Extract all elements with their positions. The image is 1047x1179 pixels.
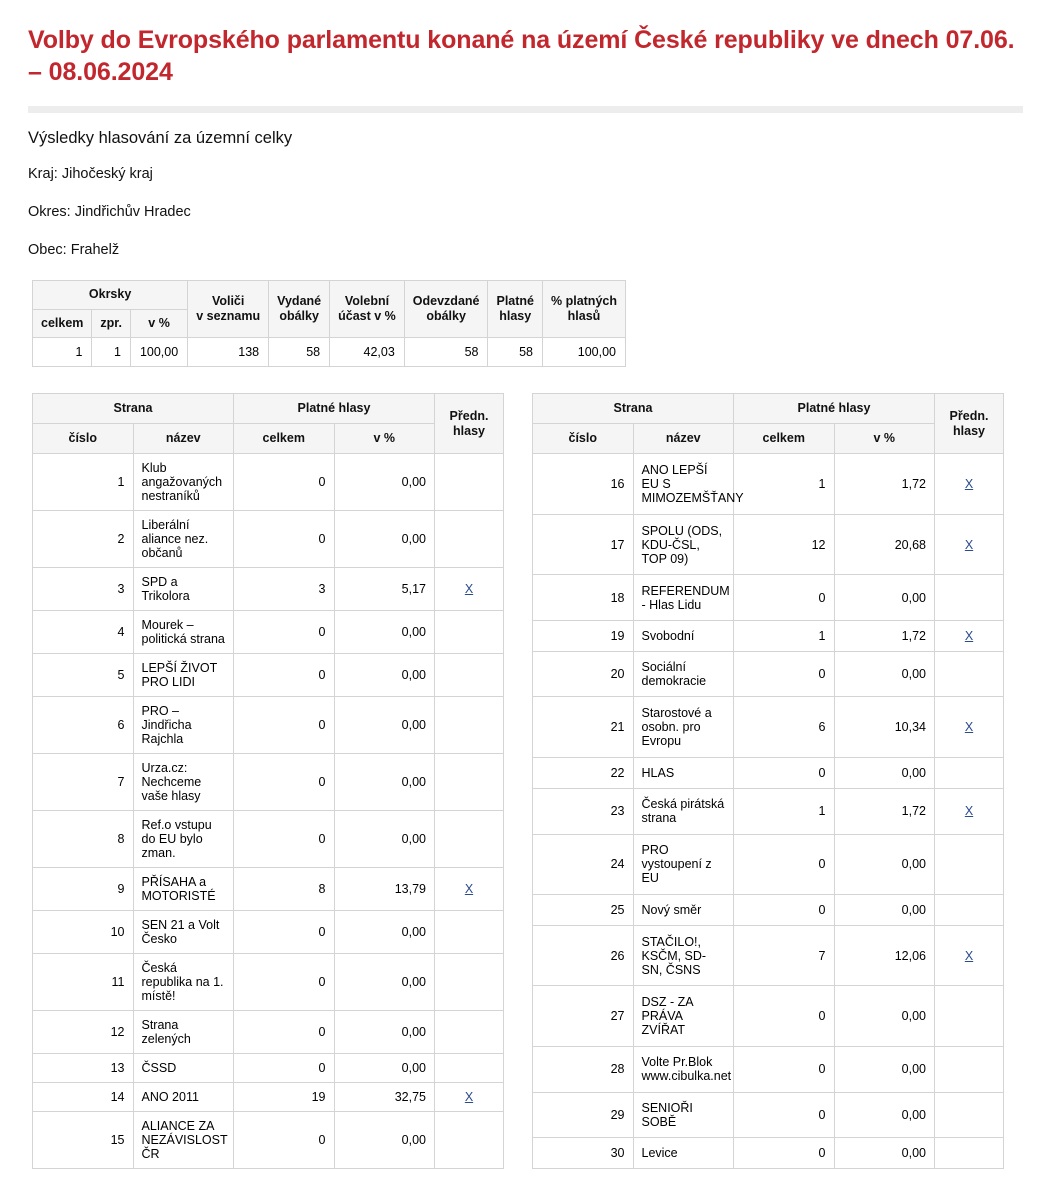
title-divider xyxy=(28,106,1023,113)
party-number: 4 xyxy=(33,611,134,654)
party-name: Liberální aliance nez. občanů xyxy=(133,511,234,568)
party-number: 8 xyxy=(33,811,134,868)
table-row xyxy=(533,621,1004,652)
party-number: 24 xyxy=(533,834,634,895)
party-name: Strana zelených xyxy=(133,1011,234,1054)
table-row xyxy=(33,697,504,754)
party-preferential-cell xyxy=(435,654,504,697)
party-header-strana: Strana xyxy=(33,394,234,424)
table-row xyxy=(533,895,1004,926)
summary-header-turnout xyxy=(330,281,405,338)
party-votes-pct: 0,00 xyxy=(334,611,435,654)
party-votes-pct: 0,00 xyxy=(834,1092,935,1138)
party-preferential-cell xyxy=(935,925,1004,986)
party-votes-total: 0 xyxy=(234,811,335,868)
party-number: 16 xyxy=(533,454,634,515)
summary-districts-total: 1 xyxy=(33,338,92,367)
party-header-pct: v % xyxy=(834,424,935,454)
summary-header-row-1 xyxy=(33,281,626,310)
party-number: 20 xyxy=(533,651,634,697)
party-number: 9 xyxy=(33,868,134,911)
party-votes-total: 0 xyxy=(734,575,835,621)
party-number: 29 xyxy=(533,1092,634,1138)
party-votes-pct: 0,00 xyxy=(334,1054,435,1083)
table-row xyxy=(33,754,504,811)
municipality-label: Obec: Frahelž xyxy=(28,242,120,258)
party-number: 10 xyxy=(33,911,134,954)
table-row xyxy=(533,788,1004,834)
party-name: STAČILO!, KSČM, SD-SN, ČSNS xyxy=(633,925,734,986)
party-number: 14 xyxy=(33,1083,134,1112)
table-row xyxy=(533,575,1004,621)
party-name: Levice xyxy=(633,1138,734,1169)
party-header-preferential-line1: Předn. xyxy=(949,408,989,423)
party-votes-total: 0 xyxy=(734,895,835,926)
party-name: SENIOŘI SOBĚ xyxy=(633,1092,734,1138)
party-name: Česká pirátská strana xyxy=(633,788,734,834)
party-votes-total: 7 xyxy=(734,925,835,986)
party-preferential-cell xyxy=(435,811,504,868)
party-number: 23 xyxy=(533,788,634,834)
party-header-valid-votes: Platné hlasy xyxy=(734,394,935,424)
party-number: 17 xyxy=(533,514,634,575)
summary-header-districts-processed: zpr. xyxy=(92,309,131,338)
party-number: 2 xyxy=(33,511,134,568)
party-votes-pct: 5,17 xyxy=(334,568,435,611)
party-preferential-cell xyxy=(935,514,1004,575)
party-preferential-cell xyxy=(435,1054,504,1083)
party-number: 11 xyxy=(33,954,134,1011)
party-votes-total: 1 xyxy=(734,621,835,652)
party-votes-total: 0 xyxy=(234,654,335,697)
party-preferential-cell xyxy=(435,611,504,654)
party-preferential-cell xyxy=(935,575,1004,621)
summary-header-valid-pct-line1: % platných xyxy=(551,293,617,308)
table-row xyxy=(533,651,1004,697)
party-votes-total: 0 xyxy=(234,754,335,811)
party-votes-total: 0 xyxy=(734,1138,835,1169)
summary-valid-votes: 58 xyxy=(488,338,543,367)
table-row xyxy=(533,1046,1004,1092)
party-preferential-cell xyxy=(435,954,504,1011)
party-name: SEN 21 a Volt Česko xyxy=(133,911,234,954)
party-number: 1 xyxy=(33,454,134,511)
table-row xyxy=(33,454,504,511)
party-votes-pct: 0,00 xyxy=(334,954,435,1011)
party-name: ANO 2011 xyxy=(133,1083,234,1112)
preferential-votes-link[interactable]: X xyxy=(964,720,974,735)
table-row xyxy=(33,511,504,568)
party-votes-pct: 20,68 xyxy=(834,514,935,575)
table-row xyxy=(533,925,1004,986)
summary-issued-envelopes: 58 xyxy=(269,338,330,367)
table-row xyxy=(33,954,504,1011)
party-name: REFERENDUM - Hlas Lidu xyxy=(633,575,734,621)
party-name: Nový směr xyxy=(633,895,734,926)
party-number: 6 xyxy=(33,697,134,754)
party-number: 12 xyxy=(33,1011,134,1054)
party-number: 15 xyxy=(33,1112,134,1169)
table-row xyxy=(33,811,504,868)
party-name: HLAS xyxy=(633,758,734,789)
summary-districts-processed: 1 xyxy=(92,338,131,367)
summary-header-issued xyxy=(269,281,330,338)
party-preferential-cell xyxy=(435,1083,504,1112)
party-votes-pct: 0,00 xyxy=(834,651,935,697)
table-row xyxy=(33,611,504,654)
party-number: 3 xyxy=(33,568,134,611)
party-preferential-cell xyxy=(435,911,504,954)
party-header-number: číslo xyxy=(533,424,634,454)
summary-header-valid-pct xyxy=(543,281,626,338)
party-preferential-cell xyxy=(435,568,504,611)
party-header-preferential xyxy=(935,394,1004,454)
party-votes-pct: 0,00 xyxy=(334,454,435,511)
party-header-total: celkem xyxy=(234,424,335,454)
party-preferential-cell xyxy=(935,697,1004,758)
party-votes-total: 0 xyxy=(734,1092,835,1138)
summary-header-voters-line1: Voliči xyxy=(211,293,245,308)
party-number: 30 xyxy=(533,1138,634,1169)
party-number: 27 xyxy=(533,986,634,1047)
summary-valid-pct: 100,00 xyxy=(543,338,626,367)
region-label: Kraj: Jihočeský kraj xyxy=(28,166,153,182)
summary-voters-in-list: 138 xyxy=(188,338,269,367)
party-preferential-cell xyxy=(435,868,504,911)
summary-header-valid-pct-line2: hlasů xyxy=(567,309,601,324)
table-row xyxy=(533,514,1004,575)
party-votes-pct: 0,00 xyxy=(834,834,935,895)
party-name: LEPŠÍ ŽIVOT PRO LIDI xyxy=(133,654,234,697)
party-votes-total: 0 xyxy=(234,697,335,754)
party-votes-total: 8 xyxy=(234,868,335,911)
party-name: SPOLU (ODS, KDU-ČSL, TOP 09) xyxy=(633,514,734,575)
party-results-container xyxy=(32,393,1023,1169)
party-votes-total: 6 xyxy=(734,697,835,758)
party-header-preferential-line2: hlasy xyxy=(453,423,485,438)
table-row xyxy=(533,1138,1004,1169)
party-votes-total: 0 xyxy=(234,1011,335,1054)
party-votes-pct: 0,00 xyxy=(334,811,435,868)
party-votes-total: 0 xyxy=(734,1046,835,1092)
summary-header-valid-line1: Platné xyxy=(496,293,534,308)
party-preferential-cell xyxy=(435,454,504,511)
summary-header-valid xyxy=(488,281,543,338)
summary-header-districts-total: celkem xyxy=(33,309,92,338)
party-votes-total: 0 xyxy=(234,954,335,1011)
party-header-valid-votes: Platné hlasy xyxy=(234,394,435,424)
party-number: 19 xyxy=(533,621,634,652)
party-votes-pct: 12,06 xyxy=(834,925,935,986)
preferential-votes-link[interactable]: X xyxy=(964,537,974,552)
preferential-votes-link[interactable]: X xyxy=(464,582,474,597)
preferential-votes-link[interactable]: X xyxy=(464,882,474,897)
party-name: Starostové a osobn. pro Evropu xyxy=(633,697,734,758)
party-votes-pct: 0,00 xyxy=(334,654,435,697)
party-votes-total: 0 xyxy=(234,1112,335,1169)
party-preferential-cell xyxy=(935,986,1004,1047)
party-preferential-cell xyxy=(935,758,1004,789)
summary-header-districts-pct: v % xyxy=(130,309,187,338)
party-results-table-left xyxy=(32,393,504,1169)
party-votes-pct: 0,00 xyxy=(334,697,435,754)
party-number: 25 xyxy=(533,895,634,926)
party-votes-pct: 13,79 xyxy=(334,868,435,911)
party-name: SPD a Trikolora xyxy=(133,568,234,611)
party-votes-pct: 32,75 xyxy=(334,1083,435,1112)
party-name: PŘÍSAHA a MOTORISTÉ xyxy=(133,868,234,911)
party-votes-total: 0 xyxy=(234,1054,335,1083)
party-name: Sociální demokracie xyxy=(633,651,734,697)
table-row xyxy=(533,697,1004,758)
party-header-row-1 xyxy=(33,394,504,424)
preferential-votes-link[interactable]: X xyxy=(964,477,974,492)
party-votes-total: 0 xyxy=(234,454,335,511)
summary-header-okrsky: Okrsky xyxy=(33,281,188,310)
party-name: Ref.o vstupu do EU bylo zman. xyxy=(133,811,234,868)
party-name: ALIANCE ZA NEZÁVISLOST ČR xyxy=(133,1112,234,1169)
summary-turnout-pct: 42,03 xyxy=(330,338,405,367)
preferential-votes-link[interactable]: X xyxy=(464,1090,474,1105)
party-rows-left xyxy=(33,454,504,1169)
party-number: 18 xyxy=(533,575,634,621)
party-votes-pct: 1,72 xyxy=(834,788,935,834)
party-number: 26 xyxy=(533,925,634,986)
party-name: PRO – Jindřicha Rajchla xyxy=(133,697,234,754)
party-votes-pct: 0,00 xyxy=(834,895,935,926)
table-row xyxy=(33,911,504,954)
party-number: 5 xyxy=(33,654,134,697)
summary-header-submitted xyxy=(404,281,488,338)
table-row xyxy=(533,758,1004,789)
section-subtitle: Výsledky hlasování za územní celky xyxy=(28,129,293,147)
party-header-preferential-line1: Předn. xyxy=(449,408,489,423)
party-name: Svobodní xyxy=(633,621,734,652)
summary-header-issued-line2: obálky xyxy=(279,309,319,324)
table-row xyxy=(33,654,504,697)
summary-header-turnout-line1: Volební xyxy=(344,293,390,308)
party-votes-pct: 10,34 xyxy=(834,697,935,758)
table-row xyxy=(533,986,1004,1047)
party-preferential-cell xyxy=(935,651,1004,697)
party-votes-pct: 0,00 xyxy=(834,986,935,1047)
table-row xyxy=(33,1112,504,1169)
party-name: Klub angažovaných nestraníků xyxy=(133,454,234,511)
party-preferential-cell xyxy=(935,621,1004,652)
party-name: ANO LEPŠÍ EU S MIMOZEMŠŤANY xyxy=(633,454,734,515)
party-rows-right xyxy=(533,454,1004,1169)
party-preferential-cell xyxy=(935,1138,1004,1169)
party-votes-pct: 0,00 xyxy=(334,754,435,811)
summary-data-row xyxy=(33,338,626,367)
party-preferential-cell xyxy=(935,454,1004,515)
party-preferential-cell xyxy=(435,1112,504,1169)
party-preferential-cell xyxy=(935,1046,1004,1092)
party-votes-pct: 1,72 xyxy=(834,621,935,652)
party-header-row-2 xyxy=(533,424,1004,454)
summary-districts-pct: 100,00 xyxy=(130,338,187,367)
party-votes-pct: 0,00 xyxy=(334,1112,435,1169)
party-name: Mourek – politická strana xyxy=(133,611,234,654)
table-row xyxy=(533,454,1004,515)
party-number: 22 xyxy=(533,758,634,789)
party-votes-total: 0 xyxy=(734,834,835,895)
party-preferential-cell xyxy=(935,834,1004,895)
party-preferential-cell xyxy=(435,697,504,754)
party-preferential-cell xyxy=(435,754,504,811)
party-header-pct: v % xyxy=(334,424,435,454)
party-header-strana: Strana xyxy=(533,394,734,424)
party-name: PRO vystoupení z EU xyxy=(633,834,734,895)
summary-header-submitted-line2: obálky xyxy=(426,309,466,324)
preferential-votes-link[interactable]: X xyxy=(964,628,974,643)
preferential-votes-link[interactable]: X xyxy=(964,948,974,963)
party-header-row-2 xyxy=(33,424,504,454)
summary-header-issued-line1: Vydané xyxy=(277,293,322,308)
summary-submitted-envelopes: 58 xyxy=(404,338,488,367)
table-row xyxy=(33,1011,504,1054)
party-votes-total: 19 xyxy=(234,1083,335,1112)
summary-header-valid-line2: hlasy xyxy=(499,309,532,324)
party-header-name: název xyxy=(633,424,734,454)
party-header-preferential xyxy=(435,394,504,454)
preferential-votes-link[interactable]: X xyxy=(964,804,974,819)
party-header-preferential-line2: hlasy xyxy=(953,423,985,438)
party-name: ČSSD xyxy=(133,1054,234,1083)
summary-header-submitted-line1: Odevzdané xyxy=(412,293,480,308)
table-row xyxy=(33,1083,504,1112)
turnout-summary-table xyxy=(32,280,626,367)
table-row xyxy=(33,868,504,911)
party-results-table-right xyxy=(532,393,1004,1169)
summary-header-voters xyxy=(188,281,269,338)
table-row xyxy=(533,1092,1004,1138)
party-votes-total: 0 xyxy=(234,511,335,568)
table-row xyxy=(33,568,504,611)
party-votes-total: 0 xyxy=(234,911,335,954)
page-title: Volby do Evropského parlamentu konané na území České republiky ve dnech 07.06. – 08.06.2024 xyxy=(28,26,1015,86)
party-votes-pct: 0,00 xyxy=(834,1138,935,1169)
party-header-number: číslo xyxy=(33,424,134,454)
party-votes-total: 0 xyxy=(734,758,835,789)
party-name: DSZ - ZA PRÁVA ZVÍŘAT xyxy=(633,986,734,1047)
party-name: Urza.cz: Nechceme vaše hlasy xyxy=(133,754,234,811)
party-votes-total: 0 xyxy=(234,611,335,654)
party-preferential-cell xyxy=(935,1092,1004,1138)
party-votes-total: 12 xyxy=(734,514,835,575)
party-header-row-1 xyxy=(533,394,1004,424)
summary-header-turnout-line2: účast v % xyxy=(338,309,396,324)
party-name: Česká republika na 1. místě! xyxy=(133,954,234,1011)
party-preferential-cell xyxy=(435,511,504,568)
party-votes-total: 0 xyxy=(734,986,835,1047)
party-votes-pct: 0,00 xyxy=(334,1011,435,1054)
party-preferential-cell xyxy=(935,788,1004,834)
party-votes-pct: 0,00 xyxy=(834,1046,935,1092)
table-row xyxy=(533,834,1004,895)
party-votes-pct: 1,72 xyxy=(834,454,935,515)
party-number: 13 xyxy=(33,1054,134,1083)
party-preferential-cell xyxy=(435,1011,504,1054)
party-header-name: název xyxy=(133,424,234,454)
party-votes-pct: 0,00 xyxy=(834,575,935,621)
party-votes-total: 1 xyxy=(734,454,835,515)
party-votes-pct: 0,00 xyxy=(334,911,435,954)
party-number: 7 xyxy=(33,754,134,811)
party-votes-pct: 0,00 xyxy=(834,758,935,789)
party-votes-total: 3 xyxy=(234,568,335,611)
party-preferential-cell xyxy=(935,895,1004,926)
party-votes-total: 1 xyxy=(734,788,835,834)
party-name: Volte Pr.Blok www.cibulka.net xyxy=(633,1046,734,1092)
summary-header-voters-line2: v seznamu xyxy=(196,309,261,324)
table-row xyxy=(33,1054,504,1083)
party-votes-total: 0 xyxy=(734,651,835,697)
party-number: 21 xyxy=(533,697,634,758)
district-label: Okres: Jindřichův Hradec xyxy=(28,204,191,220)
party-header-total: celkem xyxy=(734,424,835,454)
party-votes-pct: 0,00 xyxy=(334,511,435,568)
party-number: 28 xyxy=(533,1046,634,1092)
